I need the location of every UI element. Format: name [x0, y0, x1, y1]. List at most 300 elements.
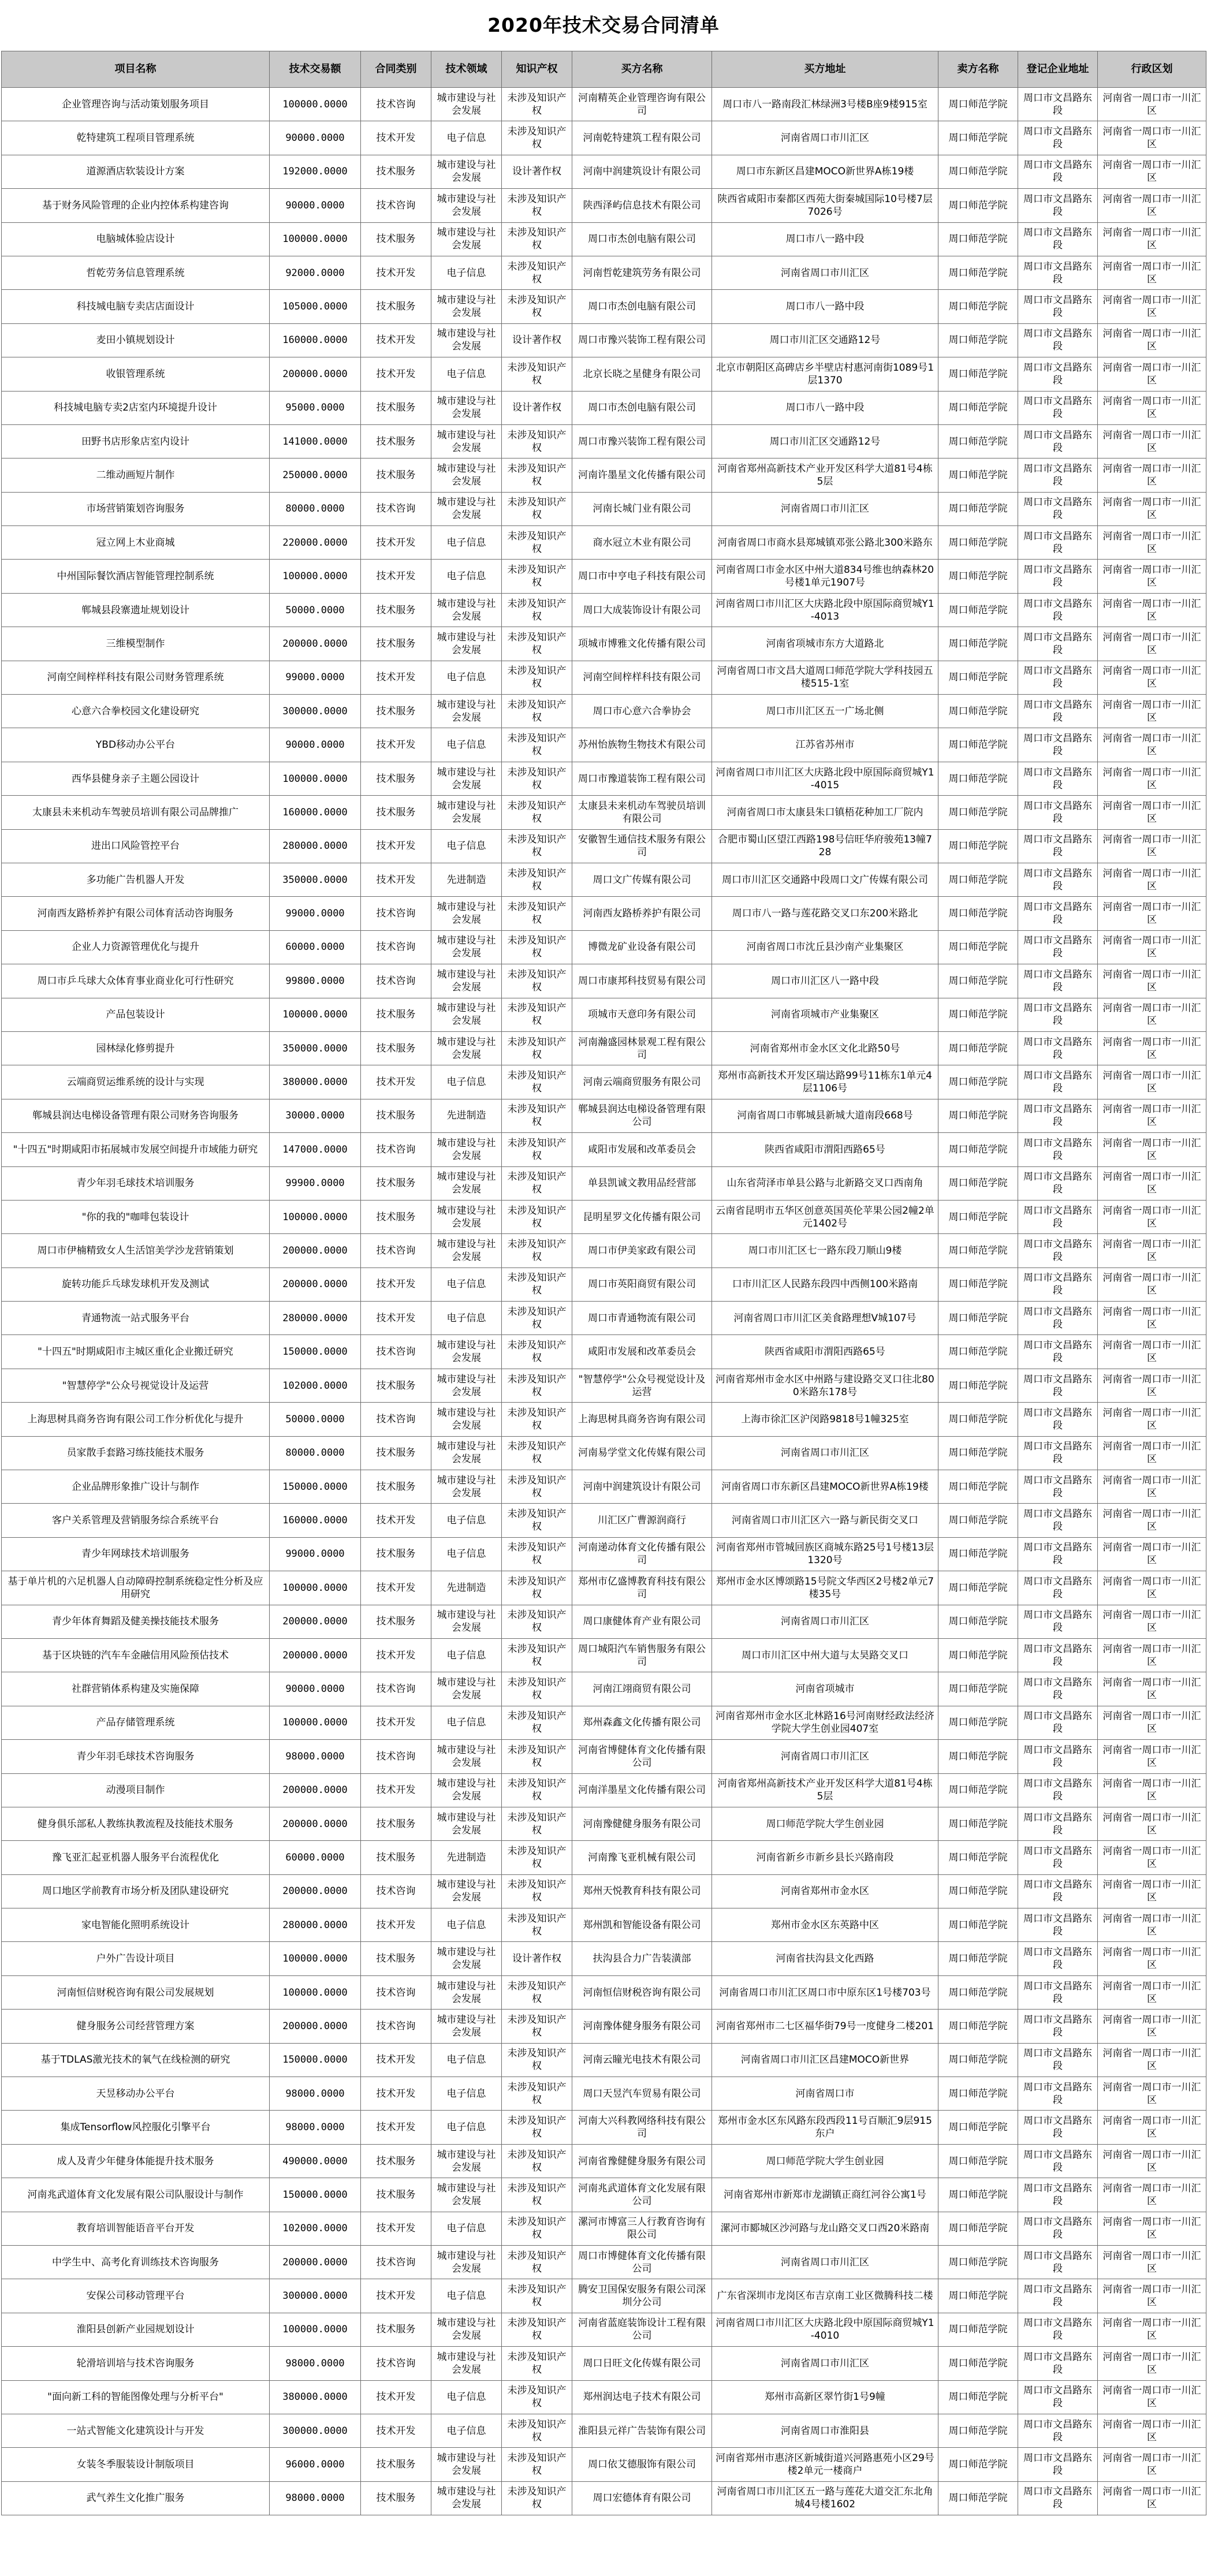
ip-cell: 未涉及知识产权 [502, 1975, 572, 2009]
table-row [2, 1638, 1206, 1672]
table-row [2, 1369, 1206, 1402]
buyer-name-cell: 郑州凯和智能设备有限公司 [572, 1908, 712, 1942]
amount-cell: 100000.0000 [270, 1975, 361, 2009]
amount-cell: 100000.0000 [270, 1200, 361, 1233]
project-name-cell: 武气养生文化推广服务 [2, 2481, 270, 2515]
buyer-name-cell: 河南易学堂文化传媒有限公司 [572, 1436, 712, 1470]
registered-address-cell: 周口市文昌路东段 [1018, 1436, 1098, 1470]
project-name-cell: 哲乾劳务信息管理系统 [2, 256, 270, 289]
ip-cell: 未涉及知识产权 [502, 560, 572, 593]
district-cell: 河南省一周口市一川汇区 [1098, 391, 1206, 424]
contract-type-cell: 技术服务 [361, 1807, 431, 1840]
registered-address-cell: 周口市文昌路东段 [1018, 593, 1098, 627]
registered-address-cell: 周口市文昌路东段 [1018, 155, 1098, 188]
buyer-address-cell: 河南省周口市川汇区 [712, 1605, 938, 1638]
project-name-cell: 员家散手套路习练技能技术服务 [2, 1436, 270, 1470]
buyer-name-cell: 郸城县润达电梯设备管理有限公司 [572, 1099, 712, 1132]
tech-field-cell: 电子信息 [431, 1504, 502, 1537]
buyer-name-cell: 河南省博健体育文化传播有限公司 [572, 1740, 712, 1773]
table-row [2, 1740, 1206, 1773]
project-name-cell: 青少年体育舞蹈及健美操技能技术服务 [2, 1605, 270, 1638]
table-row [2, 1031, 1206, 1065]
buyer-address-cell: 河南省周口市东新区昌建MOCO新世界A栋19楼 [712, 1470, 938, 1504]
district-cell: 河南省一周口市一川汇区 [1098, 458, 1206, 492]
contract-type-cell: 技术服务 [361, 155, 431, 188]
buyer-address-cell: 周口市川汇区七一路东段刀顺山9楼 [712, 1234, 938, 1268]
col-header-registered-address: 登记企业地址 [1018, 51, 1098, 88]
registered-address-cell: 周口市文昌路东段 [1018, 2010, 1098, 2043]
district-cell: 河南省一周口市一川汇区 [1098, 1571, 1206, 1605]
amount-cell: 92000.0000 [270, 256, 361, 289]
ip-cell: 未涉及知识产权 [502, 2279, 572, 2313]
contract-type-cell: 技术咨询 [361, 2246, 431, 2279]
contract-type-cell: 技术服务 [361, 391, 431, 424]
contract-type-cell: 技术咨询 [361, 1740, 431, 1773]
buyer-name-cell: 周口市豫兴装饰工程有限公司 [572, 424, 712, 458]
seller-name-cell: 周口师范学院 [938, 1133, 1018, 1166]
tech-field-cell: 城市建设与社会发展 [431, 1234, 502, 1268]
amount-cell: 105000.0000 [270, 290, 361, 323]
registered-address-cell: 周口市文昌路东段 [1018, 1200, 1098, 1233]
ip-cell: 未涉及知识产权 [502, 1504, 572, 1537]
buyer-address-cell: 河南省新乡市新乡县长兴路南段 [712, 1841, 938, 1874]
contract-type-cell: 技术服务 [361, 2448, 431, 2481]
amount-cell: 150000.0000 [270, 2178, 361, 2212]
buyer-address-cell: 周口市八一路与莲花路交叉口东200米路北 [712, 897, 938, 930]
district-cell: 河南省一周口市一川汇区 [1098, 1166, 1206, 1200]
contract-type-cell: 技术服务 [361, 695, 431, 728]
tech-field-cell: 电子信息 [431, 2279, 502, 2313]
ip-cell: 未涉及知识产权 [502, 2313, 572, 2346]
buyer-name-cell: 周口市博健体育文化传播有限公司 [572, 2246, 712, 2279]
col-header-amount: 技术交易额 [270, 51, 361, 88]
tech-field-cell: 电子信息 [431, 1302, 502, 1335]
project-name-cell: 河南西友路桥养护有限公司体育活动咨询服务 [2, 897, 270, 930]
contract-type-cell: 技术服务 [361, 796, 431, 829]
tech-field-cell: 电子信息 [431, 1268, 502, 1301]
project-name-cell: 客户关系管理及营销服务综合系统平台 [2, 1504, 270, 1537]
district-cell: 河南省一周口市一川汇区 [1098, 155, 1206, 188]
registered-address-cell: 周口市文昌路东段 [1018, 121, 1098, 155]
amount-cell: 95000.0000 [270, 391, 361, 424]
tech-field-cell: 先进制造 [431, 1841, 502, 1874]
amount-cell: 90000.0000 [270, 728, 361, 762]
buyer-address-cell: 河南省扶沟县文化西路 [712, 1942, 938, 1975]
table-row [2, 1537, 1206, 1571]
ip-cell: 未涉及知识产权 [502, 1031, 572, 1065]
buyer-address-cell: 周口市东新区昌建MOCO新世界A栋19楼 [712, 155, 938, 188]
buyer-address-cell: 河南省郑州市金水区北林路16号河南财经政法经济学院大学生创业园407室 [712, 1706, 938, 1739]
ip-cell: 未涉及知识产权 [502, 1133, 572, 1166]
ip-cell: 未涉及知识产权 [502, 897, 572, 930]
amount-cell: 99900.0000 [270, 1166, 361, 1200]
district-cell: 河南省一周口市一川汇区 [1098, 2313, 1206, 2346]
seller-name-cell: 周口师范学院 [938, 1841, 1018, 1874]
table-row [2, 1133, 1206, 1166]
buyer-name-cell: 周口市英阳商贸有限公司 [572, 1268, 712, 1301]
contract-type-cell: 技术咨询 [361, 2010, 431, 2043]
buyer-address-cell: 河南省周口市川汇区六一路与新民街交叉口 [712, 1504, 938, 1537]
district-cell: 河南省一周口市一川汇区 [1098, 1234, 1206, 1268]
tech-field-cell: 城市建设与社会发展 [431, 1335, 502, 1369]
buyer-address-cell: 上海市徐汇区沪闵路9818号1幢325室 [712, 1403, 938, 1436]
tech-field-cell: 城市建设与社会发展 [431, 627, 502, 661]
contract-type-cell: 技术咨询 [361, 930, 431, 964]
buyer-address-cell: 河南省郑州市金水区 [712, 1874, 938, 1908]
ip-cell: 未涉及知识产权 [502, 1200, 572, 1233]
contract-type-cell: 技术服务 [361, 998, 431, 1031]
tech-field-cell: 城市建设与社会发展 [431, 1369, 502, 1402]
registered-address-cell: 周口市文昌路东段 [1018, 424, 1098, 458]
buyer-address-cell: 陕西省咸阳市渭阳西路65号 [712, 1133, 938, 1166]
seller-name-cell: 周口师范学院 [938, 897, 1018, 930]
amount-cell: 150000.0000 [270, 2043, 361, 2077]
registered-address-cell: 周口市文昌路东段 [1018, 1706, 1098, 1739]
buyer-name-cell: 周口城阳汽车销售服务有限公司 [572, 1638, 712, 1672]
project-name-cell: 企业管理咨询与活动策划服务项目 [2, 88, 270, 121]
buyer-name-cell: 淮阳县元祥广告装饰有限公司 [572, 2414, 712, 2447]
buyer-name-cell: 周口依艾德服饰有限公司 [572, 2448, 712, 2481]
buyer-name-cell: 周口市豫道装饰工程有限公司 [572, 762, 712, 795]
district-cell: 河南省一周口市一川汇区 [1098, 998, 1206, 1031]
contract-type-cell: 技术开发 [361, 2380, 431, 2414]
contract-type-cell: 技术咨询 [361, 1672, 431, 1706]
contract-type-cell: 技术服务 [361, 2313, 431, 2346]
district-cell: 河南省一周口市一川汇区 [1098, 256, 1206, 289]
tech-field-cell: 城市建设与社会发展 [431, 695, 502, 728]
project-name-cell: 青少年网球技术培训服务 [2, 1537, 270, 1571]
project-name-cell: 郸城县段寨遗址规划设计 [2, 593, 270, 627]
seller-name-cell: 周口师范学院 [938, 256, 1018, 289]
district-cell: 河南省一周口市一川汇区 [1098, 2246, 1206, 2279]
contract-type-cell: 技术咨询 [361, 1133, 431, 1166]
buyer-address-cell: 陕西省咸阳市秦都区西苑大街秦城国际10号楼7层7026号 [712, 189, 938, 222]
amount-cell: 147000.0000 [270, 1133, 361, 1166]
amount-cell: 80000.0000 [270, 492, 361, 525]
table-row [2, 2111, 1206, 2144]
buyer-address-cell: 周口市川汇区八一路中段 [712, 964, 938, 998]
buyer-name-cell: 河南恒信财税咨询有限公司 [572, 1975, 712, 2009]
amount-cell: 99000.0000 [270, 661, 361, 694]
tech-field-cell: 城市建设与社会发展 [431, 1031, 502, 1065]
project-name-cell: 豫飞亚汇起亚机器人服务平台流程优化 [2, 1841, 270, 1874]
seller-name-cell: 周口师范学院 [938, 121, 1018, 155]
ip-cell: 未涉及知识产权 [502, 829, 572, 863]
district-cell: 河南省一周口市一川汇区 [1098, 2144, 1206, 2178]
seller-name-cell: 周口师范学院 [938, 2212, 1018, 2245]
table-row [2, 222, 1206, 256]
district-cell: 河南省一周口市一川汇区 [1098, 222, 1206, 256]
amount-cell: 60000.0000 [270, 1841, 361, 1874]
project-name-cell: 河南兆武道体育文化发展有限公司队服设计与制作 [2, 2178, 270, 2212]
contract-type-cell: 技术开发 [361, 661, 431, 694]
buyer-name-cell: 咸阳市发展和改革委员会 [572, 1133, 712, 1166]
district-cell: 河南省一周口市一川汇区 [1098, 88, 1206, 121]
ip-cell: 未涉及知识产权 [502, 2246, 572, 2279]
amount-cell: 99000.0000 [270, 897, 361, 930]
ip-cell: 未涉及知识产权 [502, 627, 572, 661]
tech-field-cell: 城市建设与社会发展 [431, 1403, 502, 1436]
amount-cell: 98000.0000 [270, 2111, 361, 2144]
tech-field-cell: 电子信息 [431, 728, 502, 762]
tech-field-cell: 电子信息 [431, 2380, 502, 2414]
tech-field-cell: 电子信息 [431, 2111, 502, 2144]
buyer-name-cell: 单县凯诚文教用品经营部 [572, 1166, 712, 1200]
contract-type-cell: 技术开发 [361, 1268, 431, 1301]
buyer-name-cell: 郑州润达电子技术有限公司 [572, 2380, 712, 2414]
contract-type-cell: 技术开发 [361, 357, 431, 391]
table-row [2, 290, 1206, 323]
seller-name-cell: 周口师范学院 [938, 1302, 1018, 1335]
buyer-address-cell: 郑州市金水区博颂路15号院文华西区2号楼2单元7楼35号 [712, 1571, 938, 1605]
table-row [2, 189, 1206, 222]
buyer-name-cell: 河南豫飞亚机械有限公司 [572, 1841, 712, 1874]
buyer-address-cell: 河南省周口市川汇区 [712, 1740, 938, 1773]
buyer-address-cell: 河南省周口市太康县朱口镇梧花种加工厂院内 [712, 796, 938, 829]
project-name-cell: 市场营销策划咨询服务 [2, 492, 270, 525]
seller-name-cell: 周口师范学院 [938, 526, 1018, 560]
registered-address-cell: 周口市文昌路东段 [1018, 2246, 1098, 2279]
district-cell: 河南省一周口市一川汇区 [1098, 323, 1206, 357]
amount-cell: 192000.0000 [270, 155, 361, 188]
table-row [2, 2043, 1206, 2077]
contract-type-cell: 技术服务 [361, 1841, 431, 1874]
table-row [2, 2077, 1206, 2111]
project-name-cell: 教育培训智能语音平台开发 [2, 2212, 270, 2245]
amount-cell: 220000.0000 [270, 526, 361, 560]
contract-type-cell: 技术开发 [361, 323, 431, 357]
amount-cell: 100000.0000 [270, 1942, 361, 1975]
ip-cell: 未涉及知识产权 [502, 1571, 572, 1605]
project-name-cell: 云端商贸运维系统的设计与实现 [2, 1065, 270, 1099]
buyer-name-cell: 河南省豫健健身服务有限公司 [572, 2144, 712, 2178]
buyer-address-cell: 河南省周口市金水区中州大道834号维也纳森林20号楼1单元1907号 [712, 560, 938, 593]
tech-field-cell: 城市建设与社会发展 [431, 2481, 502, 2515]
tech-field-cell: 城市建设与社会发展 [431, 2178, 502, 2212]
contract-type-cell: 技术开发 [361, 1908, 431, 1942]
project-name-cell: 淮阳县创新产业园规划设计 [2, 2313, 270, 2346]
tech-field-cell: 城市建设与社会发展 [431, 2010, 502, 2043]
district-cell: 河南省一周口市一川汇区 [1098, 1403, 1206, 1436]
amount-cell: 160000.0000 [270, 1504, 361, 1537]
buyer-name-cell: 周口市杰创电脑有限公司 [572, 222, 712, 256]
project-name-cell: 健身俱乐部私人教练执教流程及技能技术服务 [2, 1807, 270, 1840]
district-cell: 河南省一周口市一川汇区 [1098, 1908, 1206, 1942]
seller-name-cell: 周口师范学院 [938, 1605, 1018, 1638]
registered-address-cell: 周口市文昌路东段 [1018, 762, 1098, 795]
registered-address-cell: 周口市文昌路东段 [1018, 323, 1098, 357]
ip-cell: 未涉及知识产权 [502, 2380, 572, 2414]
ip-cell: 未涉及知识产权 [502, 222, 572, 256]
district-cell: 河南省一周口市一川汇区 [1098, 560, 1206, 593]
buyer-name-cell: 河南空间梓样科技有限公司 [572, 661, 712, 694]
district-cell: 河南省一周口市一川汇区 [1098, 492, 1206, 525]
ip-cell: 未涉及知识产权 [502, 964, 572, 998]
district-cell: 河南省一周口市一川汇区 [1098, 2010, 1206, 2043]
buyer-address-cell: 河南省周口市川汇区大庆路北段中原国际商贸城Y1-4015 [712, 762, 938, 795]
contract-type-cell: 技术开发 [361, 1302, 431, 1335]
contract-type-cell: 技术服务 [361, 1166, 431, 1200]
buyer-name-cell: "智慧停学"公众号视觉设计及运营 [572, 1369, 712, 1402]
table-row [2, 526, 1206, 560]
tech-field-cell: 城市建设与社会发展 [431, 155, 502, 188]
buyer-address-cell: 河南省郑州市金水区文化北路50号 [712, 1031, 938, 1065]
buyer-name-cell: 河南豫体健身服务有限公司 [572, 2010, 712, 2043]
registered-address-cell: 周口市文昌路东段 [1018, 1773, 1098, 1807]
registered-address-cell: 周口市文昌路东段 [1018, 2481, 1098, 2515]
col-header-seller-name: 卖方名称 [938, 51, 1018, 88]
tech-field-cell: 城市建设与社会发展 [431, 492, 502, 525]
contract-type-cell: 技术服务 [361, 424, 431, 458]
seller-name-cell: 周口师范学院 [938, 290, 1018, 323]
project-name-cell: "你的我的"咖啡包装设计 [2, 1200, 270, 1233]
buyer-address-cell: 云南省昆明市五华区创意英国英伦苹果公园2幢2单元1402号 [712, 1200, 938, 1233]
seller-name-cell: 周口师范学院 [938, 2448, 1018, 2481]
tech-field-cell: 城市建设与社会发展 [431, 998, 502, 1031]
amount-cell: 96000.0000 [270, 2448, 361, 2481]
seller-name-cell: 周口师范学院 [938, 458, 1018, 492]
buyer-address-cell: 河南省郑州高新技术产业开发区科学大道81号4栋5层 [712, 458, 938, 492]
seller-name-cell: 周口师范学院 [938, 1099, 1018, 1132]
project-name-cell: 道源酒店软装设计方案 [2, 155, 270, 188]
amount-cell: 99000.0000 [270, 1537, 361, 1571]
seller-name-cell: 周口师范学院 [938, 1436, 1018, 1470]
ip-cell: 未涉及知识产权 [502, 492, 572, 525]
project-name-cell: 企业人力资源管理优化与提升 [2, 930, 270, 964]
registered-address-cell: 周口市文昌路东段 [1018, 728, 1098, 762]
project-name-cell: 青少年羽毛球技术咨询服务 [2, 1740, 270, 1773]
amount-cell: 100000.0000 [270, 1706, 361, 1739]
district-cell: 河南省一周口市一川汇区 [1098, 1268, 1206, 1301]
registered-address-cell: 周口市文昌路东段 [1018, 1975, 1098, 2009]
table-row [2, 1470, 1206, 1504]
amount-cell: 90000.0000 [270, 121, 361, 155]
district-cell: 河南省一周口市一川汇区 [1098, 728, 1206, 762]
district-cell: 河南省一周口市一川汇区 [1098, 1099, 1206, 1132]
district-cell: 河南省一周口市一川汇区 [1098, 1470, 1206, 1504]
amount-cell: 150000.0000 [270, 1470, 361, 1504]
buyer-address-cell: 周口市川汇区交通路中段周口文广传媒有限公司 [712, 863, 938, 896]
project-name-cell: 田野书店形象店室内设计 [2, 424, 270, 458]
amount-cell: 98000.0000 [270, 2077, 361, 2111]
amount-cell: 350000.0000 [270, 863, 361, 896]
district-cell: 河南省一周口市一川汇区 [1098, 897, 1206, 930]
project-name-cell: 科技城电脑专卖2店室内环境提升设计 [2, 391, 270, 424]
district-cell: 河南省一周口市一川汇区 [1098, 290, 1206, 323]
registered-address-cell: 周口市文昌路东段 [1018, 560, 1098, 593]
buyer-address-cell: 河南省周口市川汇区 [712, 256, 938, 289]
seller-name-cell: 周口师范学院 [938, 2347, 1018, 2380]
buyer-address-cell: 河南省周口市淮阳县 [712, 2414, 938, 2447]
buyer-name-cell: 河南长城门业有限公司 [572, 492, 712, 525]
seller-name-cell: 周口师范学院 [938, 1031, 1018, 1065]
col-header-buyer-address: 买方地址 [712, 51, 938, 88]
seller-name-cell: 周口师范学院 [938, 998, 1018, 1031]
table-row [2, 357, 1206, 391]
table-row [2, 1166, 1206, 1200]
table-row [2, 661, 1206, 694]
project-name-cell: 太康县未来机动车驾驶员培训有限公司品牌推广 [2, 796, 270, 829]
project-name-cell: 青少年羽毛球技术培训服务 [2, 1166, 270, 1200]
tech-field-cell: 城市建设与社会发展 [431, 1942, 502, 1975]
contract-type-cell: 技术咨询 [361, 897, 431, 930]
buyer-name-cell: 郑州森鑫文化传播有限公司 [572, 1706, 712, 1739]
buyer-name-cell: 河南瀚盛园林景观工程有限公司 [572, 1031, 712, 1065]
district-cell: 河南省一周口市一川汇区 [1098, 762, 1206, 795]
ip-cell: 未涉及知识产权 [502, 458, 572, 492]
buyer-address-cell: 河南省周口市文昌大道周口师范学院大学科技园五楼515-1室 [712, 661, 938, 694]
buyer-address-cell: 河南省周口市川汇区美食路理想V城107号 [712, 1302, 938, 1335]
project-name-cell: 中州国际餐饮酒店智能管理控制系统 [2, 560, 270, 593]
registered-address-cell: 周口市文昌路东段 [1018, 1268, 1098, 1301]
seller-name-cell: 周口师范学院 [938, 762, 1018, 795]
district-cell: 河南省一周口市一川汇区 [1098, 1672, 1206, 1706]
buyer-address-cell: 周口市八一路中段 [712, 391, 938, 424]
ip-cell: 未涉及知识产权 [502, 762, 572, 795]
table-row [2, 829, 1206, 863]
contract-type-cell: 技术服务 [361, 2178, 431, 2212]
tech-field-cell: 电子信息 [431, 1706, 502, 1739]
buyer-name-cell: 周口市杰创电脑有限公司 [572, 290, 712, 323]
district-cell: 河南省一周口市一川汇区 [1098, 2380, 1206, 2414]
ip-cell: 未涉及知识产权 [502, 1605, 572, 1638]
registered-address-cell: 周口市文昌路东段 [1018, 1234, 1098, 1268]
buyer-address-cell: 河南省周口市川汇区昌建MOCO新世界 [712, 2043, 938, 2077]
tech-field-cell: 城市建设与社会发展 [431, 88, 502, 121]
seller-name-cell: 周口师范学院 [938, 1638, 1018, 1672]
ip-cell: 未涉及知识产权 [502, 424, 572, 458]
contract-type-cell: 技术咨询 [361, 1403, 431, 1436]
buyer-name-cell: 商水冠立木业有限公司 [572, 526, 712, 560]
project-name-cell: 周口市乒乓球大众体育事业商业化可行性研究 [2, 964, 270, 998]
col-header-project-name: 项目名称 [2, 51, 270, 88]
tech-field-cell: 城市建设与社会发展 [431, 1740, 502, 1773]
registered-address-cell: 周口市文昌路东段 [1018, 357, 1098, 391]
table-row [2, 2313, 1206, 2346]
registered-address-cell: 周口市文昌路东段 [1018, 1369, 1098, 1402]
buyer-name-cell: 河南云端商贸服务有限公司 [572, 1065, 712, 1099]
header-row [2, 51, 1206, 88]
ip-cell: 未涉及知识产权 [502, 1672, 572, 1706]
buyer-address-cell: 河南省周口市川汇区 [712, 2347, 938, 2380]
registered-address-cell: 周口市文昌路东段 [1018, 2347, 1098, 2380]
tech-field-cell: 城市建设与社会发展 [431, 1975, 502, 2009]
seller-name-cell: 周口师范学院 [938, 1740, 1018, 1773]
project-name-cell: "十四五"时期咸阳市主城区重化企业搬迁研究 [2, 1335, 270, 1369]
buyer-name-cell: 河南精英企业管理咨询有限公司 [572, 88, 712, 121]
contract-type-cell: 技术咨询 [361, 964, 431, 998]
table-row [2, 2448, 1206, 2481]
ip-cell: 未涉及知识产权 [502, 593, 572, 627]
seller-name-cell: 周口师范学院 [938, 863, 1018, 896]
buyer-name-cell: 周口文广传媒有限公司 [572, 863, 712, 896]
buyer-address-cell: 周口市川汇区交通路12号 [712, 323, 938, 357]
amount-cell: 98000.0000 [270, 1740, 361, 1773]
buyer-address-cell: 河南省项城市产业集聚区 [712, 998, 938, 1031]
seller-name-cell: 周口师范学院 [938, 695, 1018, 728]
project-name-cell: 周口市伊楠精致女人生活馆美学沙龙营销策划 [2, 1234, 270, 1268]
buyer-address-cell: 陕西省咸阳市渭阳西路65号 [712, 1335, 938, 1369]
registered-address-cell: 周口市文昌路东段 [1018, 1133, 1098, 1166]
seller-name-cell: 周口师范学院 [938, 88, 1018, 121]
registered-address-cell: 周口市文昌路东段 [1018, 1672, 1098, 1706]
ip-cell: 未涉及知识产权 [502, 2144, 572, 2178]
amount-cell: 100000.0000 [270, 762, 361, 795]
ip-cell: 未涉及知识产权 [502, 1740, 572, 1773]
district-cell: 河南省一周口市一川汇区 [1098, 2279, 1206, 2313]
district-cell: 河南省一周口市一川汇区 [1098, 1706, 1206, 1739]
district-cell: 河南省一周口市一川汇区 [1098, 1369, 1206, 1402]
